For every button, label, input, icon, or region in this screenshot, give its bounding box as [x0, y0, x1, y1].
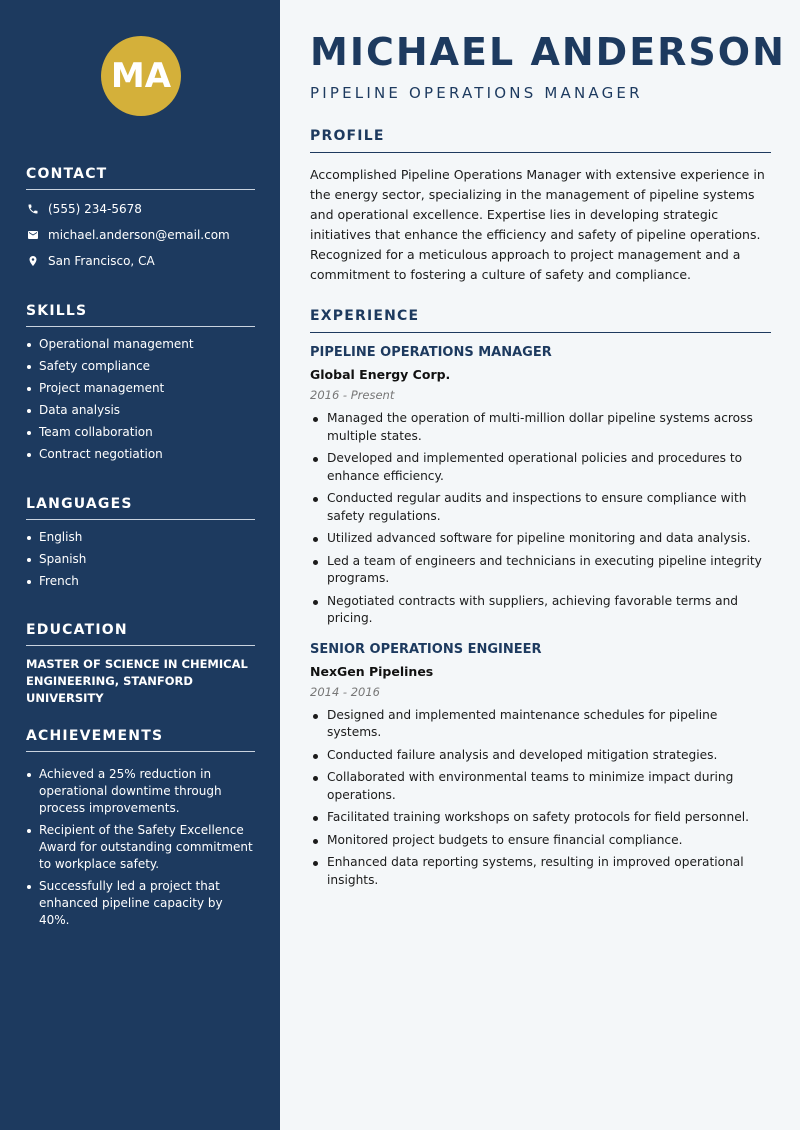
location-text: San Francisco, CA	[48, 254, 155, 268]
list-item: Operational management	[26, 336, 255, 353]
list-item: Managed the operation of multi-million dollar pipeline systems across multiple states.	[310, 410, 771, 445]
contact-phone	[26, 196, 255, 222]
list-item: Led a team of engineers and technicians in executing pipeline integrity programs.	[310, 553, 771, 588]
education-degree: MASTER OF SCIENCE IN CHEMICAL ENGINEERING, STANFORD UNIVERSITY	[26, 657, 248, 705]
skills-section	[26, 303, 255, 468]
list-item: French	[26, 573, 255, 590]
achievements-section	[26, 728, 255, 934]
contact-section	[26, 166, 255, 274]
list-item: Achieved a 25% reduction in operational downtime through process improvements.	[26, 766, 255, 817]
email-icon	[26, 228, 40, 242]
experience-heading: EXPERIENCE	[310, 308, 771, 333]
list-item: Successfully led a project that enhanced pipeline capacity by 40%.	[26, 878, 255, 929]
list-item: Collaborated with environmental teams to minimize impact during operations.	[310, 769, 771, 804]
list-item: Monitored project budgets to ensure financial compliance.	[310, 832, 771, 850]
education-heading: EDUCATION	[26, 622, 255, 646]
job-company: NexGen Pipelines	[310, 663, 434, 679]
list-item: English	[26, 529, 255, 546]
profile-heading: PROFILE	[310, 128, 771, 153]
contact-email	[26, 222, 255, 248]
job-dates: 2014 - 2016	[310, 684, 380, 699]
candidate-title: PIPELINE OPERATIONS MANAGER	[310, 84, 643, 102]
list-item: Conducted failure analysis and developed mitigation strategies.	[310, 747, 771, 765]
achievements-list	[26, 766, 255, 929]
contact-location	[26, 248, 255, 274]
languages-heading: LANGUAGES	[26, 496, 255, 520]
job-bullets	[310, 707, 771, 890]
phone-icon	[26, 202, 40, 216]
list-item: Developed and implemented operational policies and procedures to enhance efficiency.	[310, 450, 771, 485]
education-section	[26, 622, 255, 707]
email-text: michael.anderson@email.com	[48, 228, 230, 242]
job-dates: 2016 - Present	[310, 388, 395, 402]
job-bullets	[310, 410, 771, 628]
list-item: Team collaboration	[26, 424, 255, 441]
list-item: Safety compliance	[26, 358, 255, 375]
experience-section	[310, 308, 771, 894]
profile-section	[310, 128, 771, 285]
job-company: Global Energy Corp.	[310, 367, 451, 382]
job-entry	[310, 642, 771, 890]
list-item: Contract negotiation	[26, 446, 255, 463]
list-item: Utilized advanced software for pipeline monitoring and data analysis.	[310, 530, 771, 548]
contact-heading: CONTACT	[26, 166, 255, 190]
job-title: SENIOR OPERATIONS ENGINEER	[310, 641, 542, 657]
skills-list	[26, 336, 255, 463]
phone-text: (555) 234-5678	[48, 202, 142, 216]
list-item: Recipient of the Safety Excellence Award for outstanding commitment to workplace safety.	[26, 822, 255, 873]
skills-heading: SKILLS	[26, 303, 255, 327]
location-icon	[26, 254, 40, 268]
list-item: Enhanced data reporting systems, resulting in improved operational insights.	[310, 854, 771, 889]
candidate-name: MICHAEL ANDERSON	[310, 30, 786, 74]
list-item: Spanish	[26, 551, 255, 568]
achievements-heading: ACHIEVEMENTS	[26, 728, 255, 752]
list-item: Project management	[26, 380, 255, 397]
job-entry	[310, 345, 771, 628]
list-item: Designed and implemented maintenance schedules for pipeline systems.	[310, 707, 771, 742]
list-item: Data analysis	[26, 402, 255, 419]
sidebar	[0, 0, 280, 1130]
avatar: MA	[101, 36, 181, 116]
languages-list	[26, 529, 255, 590]
languages-section	[26, 496, 255, 595]
list-item: Negotiated contracts with suppliers, achieving favorable terms and pricing.	[310, 593, 771, 628]
list-item: Conducted regular audits and inspections to ensure compliance with safety regulations.	[310, 490, 771, 525]
list-item: Facilitated training workshops on safety protocols for field personnel.	[310, 809, 771, 827]
job-title: PIPELINE OPERATIONS MANAGER	[310, 345, 552, 360]
profile-text: Accomplished Pipeline Operations Manager with extensive experience in the energy sector, specializing in the management of pipeline systems and operational excellence. Expertise lies in developing strategic initiatives that enhance the efficiency and safety of pipeline operations. Recognized for a meticulous approach to project management and a commitment to fostering a culture of safety and compliance.	[310, 167, 765, 282]
